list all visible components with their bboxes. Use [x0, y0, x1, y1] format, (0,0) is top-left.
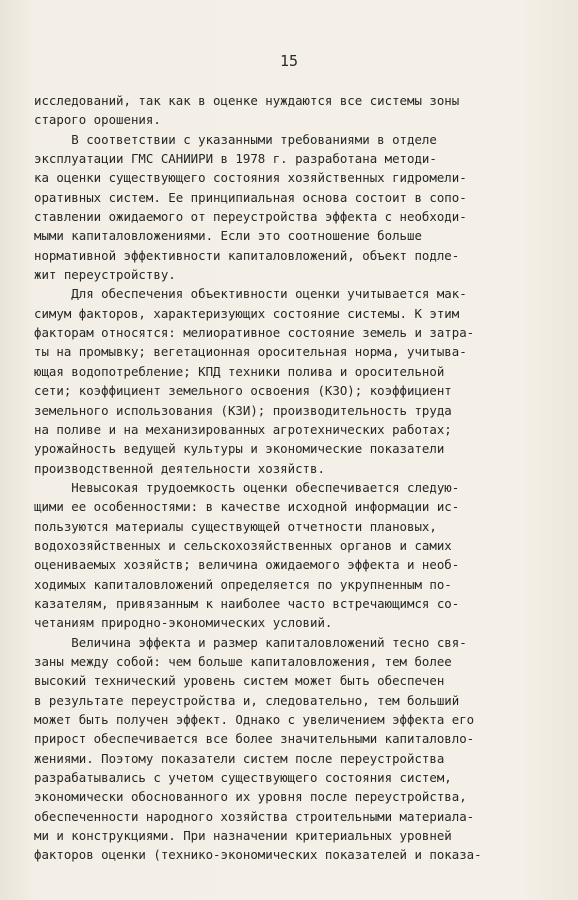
text-line: эксплуатации ГМС САНИИРИ в 1978 г. разработана методи- [34, 151, 437, 167]
text-line: ставлении ожидаемого от переустройства эффекта с необходи- [34, 209, 467, 225]
text-line: факторам относятся: мелиоративное состояние земель и затра- [34, 325, 475, 341]
text-line: может быть получен эффект. Однако с увеличением эффекта его [34, 712, 475, 727]
text-line: пользуются материалы существующей отчетности плановых, [34, 518, 437, 534]
text-line: факторов оценки (технико-экономических показателей и показа- [34, 847, 482, 863]
text-line: ми и конструкциями. При назначении критериальных уровней [34, 828, 452, 844]
text-line: мыми капиталовложениями. Если это соотношение больше [34, 228, 422, 244]
text-line: ты на промывку; вегетационная оросительная норма, учитыва- [34, 344, 467, 360]
text-line: старого орошения. [34, 112, 161, 128]
text-line: Для обеспечения объективности оценки учитывается мак- [34, 286, 467, 302]
text-line: оцениваемых хозяйств; величина ожидаемого эффекта и необ- [34, 557, 460, 573]
text-line: в результате переустройства и, следовательно, тем больший [34, 692, 460, 708]
text-line: земельного использования (КЗИ); производительность труда [34, 402, 452, 418]
text-line: ходимых капиталовложений определяется по укрупненным по- [34, 576, 452, 592]
text-line: высокий технический уровень систем может быть обеспечен [34, 673, 445, 689]
text-line: на поливе и на механизированных агротехнических работах; [34, 421, 452, 437]
page-number: 15 [279, 52, 299, 70]
text-line: В соответствии с указанными требованиями в отделе [34, 131, 437, 147]
text-line: ка оценки существующего состояния хозяйственных гидромели- [34, 170, 467, 186]
text-line: обеспеченности народного хозяйства строительными материала- [34, 808, 475, 824]
text-line: Невысокая трудоемкость оценки обеспечивается следую- [34, 479, 460, 495]
text-line: водохозяйственных и сельскохозяйственных органов и самих [34, 537, 452, 553]
text-line: оративных систем. Ее принципиальная основа состоит в сопо- [34, 189, 467, 205]
text-line: экономически обоснованного их уровня после переустройства, [34, 789, 467, 805]
body-text [34, 91, 554, 865]
text-line: четаниям природно-экономических условий. [34, 615, 333, 631]
text-line: заны между собой: чем больше капиталовложения, тем более [34, 653, 452, 669]
text-line: урожайность ведущей культуры и экономические показатели [34, 441, 445, 457]
text-line: прирост обеспечивается все более значительными капиталовло- [34, 731, 475, 747]
text-line: казателям, привязанным к наиболее часто встречающимся со- [34, 595, 460, 611]
text-line: жениями. Поэтому показатели систем после переустройства [34, 750, 445, 766]
text-line: симум факторов, характеризующих состояние системы. К этим [34, 305, 460, 321]
text-line: жит переустройству. [34, 267, 176, 283]
text-line: разрабатывались с учетом существующего состояния систем, [34, 770, 452, 786]
text-line: производственной деятельности хозяйств. [34, 460, 325, 476]
text-line: сети; коэффициент земельного освоения (КЗО); коэффициент [34, 383, 452, 399]
text-line: нормативной эффективности капиталовложений, объект подле- [34, 247, 460, 263]
text-line: исследований, так как в оценке нуждаются все системы зоны [34, 93, 460, 108]
text-line: щими ее особенностями: в качестве исходной информации ис- [34, 499, 460, 515]
text-line: Величина эффекта и размер капиталовложений тесно свя- [34, 634, 467, 650]
text-line: ющая водопотребление; КПД техники полива и оросительной [34, 363, 445, 379]
